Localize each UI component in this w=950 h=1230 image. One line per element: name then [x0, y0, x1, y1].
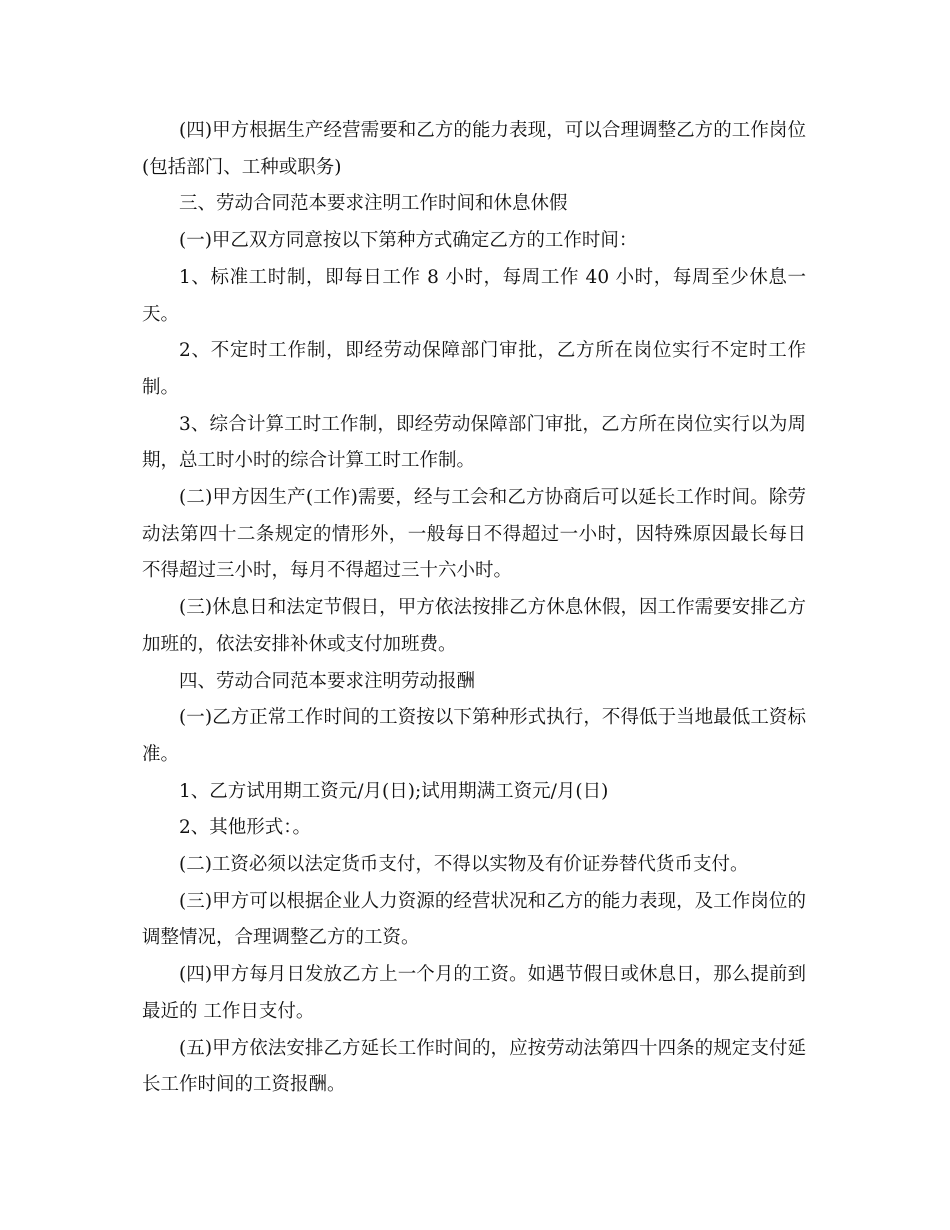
- document-body: [142, 113, 806, 1104]
- paragraph-overtime-pay: (五)甲方依法安排乙方延长工作时间的，应按劳动法第四十四条的规定支付延长工作时间的工资报酬。: [142, 1037, 806, 1096]
- paragraph-standard-hours: 1、标准工时制，即每日工作 8 小时，每周工作 40 小时，每周至少休息一天。: [142, 266, 806, 325]
- paragraph-wage-adjustment: (三)甲方可以根据企业人力资源的经营状况和乙方的能力表现，及工作岗位的调整情况，合理调整乙方的工资。: [142, 890, 806, 949]
- paragraph-working-time-method: (一)甲乙双方同意按以下第种方式确定乙方的工作时间：: [179, 230, 638, 252]
- paragraph-overtime-extension: (二)甲方因生产(工作)需要，经与工会和乙方协商后可以延长工作时间。除劳动法第四十二条规定的情形外，一般每日不得超过一小时，因特殊原因最长每日不得超过三小时，每月不得超过三十六小时。: [142, 487, 806, 582]
- paragraph-comprehensive-hours: 3、综合计算工时工作制，即经劳动保障部门审批，乙方所在岗位实行以为周期，总工时小时的综合计算工时工作制。: [142, 413, 806, 472]
- paragraph-payday: (四)甲方每月日发放乙方上一个月的工资。如遇节假日或休息日，那么提前到最近的 工作日支付。: [142, 964, 806, 1022]
- paragraph-legal-currency: (二)工资必须以法定货币支付，不得以实物及有价证券替代货币支付。: [179, 854, 749, 876]
- paragraph-wage-form: (一)乙方正常工作时间的工资按以下第种形式执行，不得低于当地最低工资标准。: [142, 707, 806, 765]
- paragraph-flexible-hours: 2、不定时工作制，即经劳动保障部门审批，乙方所在岗位实行不定时工作制。: [142, 340, 806, 398]
- section-heading-working-hours: 三、劳动合同范本要求注明工作时间和休息休假: [179, 193, 568, 215]
- paragraph-job-adjustment: (四)甲方根据生产经营需要和乙方的能力表现，可以合理调整乙方的工作岗位(包括部门、工种或职务): [142, 120, 806, 178]
- paragraph-rest-days: (三)休息日和法定节假日，甲方依法按排乙方休息休假，因工作需要安排乙方加班的，依法安排补休或支付加班费。: [142, 597, 806, 655]
- paragraph-probation-wage: 1、乙方试用期工资元/月(日);试用期满工资元/月(日): [179, 780, 609, 802]
- paragraph-other-form: 2、其他形式：。: [179, 817, 312, 839]
- section-heading-remuneration: 四、劳动合同范本要求注明劳动报酬: [179, 670, 476, 692]
